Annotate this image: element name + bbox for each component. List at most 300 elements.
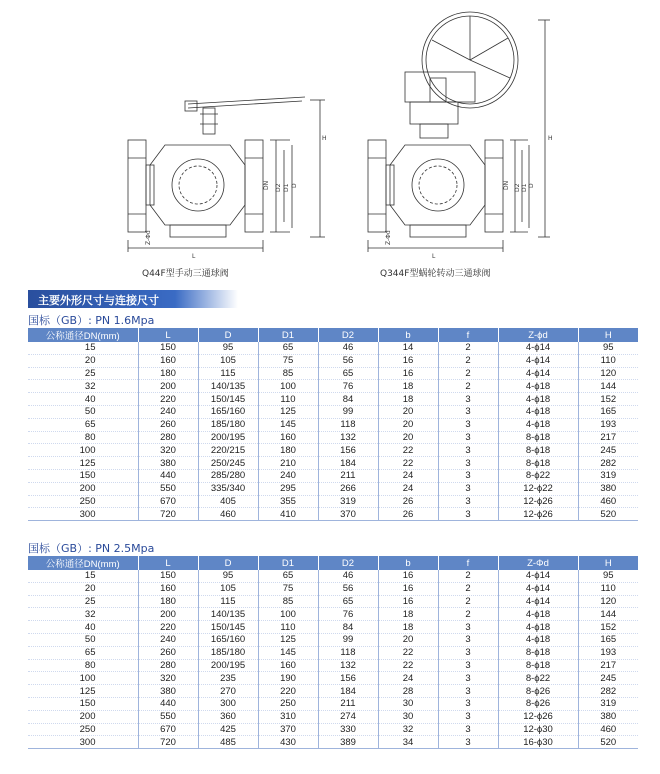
table-cell: 28 <box>378 685 438 698</box>
table-cell: 152 <box>578 393 638 406</box>
table-body <box>28 342 638 521</box>
table-cell: 110 <box>258 621 318 634</box>
table-cell: 2 <box>438 570 498 582</box>
table-cell: 16 <box>378 582 438 595</box>
table-cell: 320 <box>138 672 198 685</box>
table-cell: 24 <box>378 482 438 495</box>
table-cell: 250 <box>28 495 138 508</box>
table-cell: 3 <box>438 723 498 736</box>
table-cell: 12-ϕ30 <box>498 723 578 736</box>
table-cell: 120 <box>578 367 638 380</box>
table-cell: 3 <box>438 457 498 470</box>
table-cell: 185/180 <box>198 418 258 431</box>
table-cell: 285/280 <box>198 469 258 482</box>
table-cell: 95 <box>198 570 258 582</box>
table-cell: 26 <box>378 495 438 508</box>
table-cell: 3 <box>438 418 498 431</box>
table-cell: 217 <box>578 431 638 444</box>
table-cell: 2 <box>438 608 498 621</box>
table-cell: 319 <box>578 469 638 482</box>
table-cell: 370 <box>318 508 378 521</box>
table-cell: 65 <box>258 570 318 582</box>
table-cell: 180 <box>138 367 198 380</box>
table-cell: 12-ϕ22 <box>498 482 578 495</box>
left-dim-D1: D1 <box>283 183 290 192</box>
left-dim-L: L <box>192 253 196 260</box>
table-row <box>28 646 638 659</box>
table-row <box>28 444 638 457</box>
table-cell: 4-ϕ14 <box>498 582 578 595</box>
table-row <box>28 431 638 444</box>
table-cell: 50 <box>28 405 138 418</box>
table-cell: 266 <box>318 482 378 495</box>
table-cell: 300 <box>28 508 138 521</box>
table-cell: 3 <box>438 646 498 659</box>
table-cell: 4-ϕ14 <box>498 595 578 608</box>
table-cell: 220 <box>138 393 198 406</box>
right-dim-bolt: Z-Φd <box>385 230 392 245</box>
table-cell: 95 <box>578 570 638 582</box>
table-cell: 18 <box>378 608 438 621</box>
right-dim-H: H <box>548 135 553 142</box>
table-cell: 180 <box>138 595 198 608</box>
table-cell: 217 <box>578 659 638 672</box>
table-cell: 12-ϕ26 <box>498 710 578 723</box>
table-row <box>28 469 638 482</box>
table-cell: 200 <box>138 608 198 621</box>
table-row <box>28 633 638 646</box>
table-row <box>28 342 638 354</box>
table-row <box>28 697 638 710</box>
table-cell: 8-ϕ18 <box>498 431 578 444</box>
table-cell: 4-ϕ14 <box>498 570 578 582</box>
table-cell: 4-ϕ18 <box>498 608 578 621</box>
table-cell: 80 <box>28 431 138 444</box>
table-row <box>28 710 638 723</box>
table-cell: 200/195 <box>198 431 258 444</box>
table-cell: 26 <box>378 508 438 521</box>
table-cell: 3 <box>438 672 498 685</box>
table-cell: 8-ϕ18 <box>498 646 578 659</box>
table-cell: 132 <box>318 659 378 672</box>
table-cell: 360 <box>198 710 258 723</box>
spec-table-pn16 <box>28 328 638 521</box>
table-cell: 330 <box>318 723 378 736</box>
table-cell: 144 <box>578 608 638 621</box>
table-row <box>28 736 638 749</box>
table-cell: 160 <box>138 582 198 595</box>
table-cell: 3 <box>438 495 498 508</box>
table-body <box>28 570 638 749</box>
table-row <box>28 723 638 736</box>
column-header: b <box>378 556 438 570</box>
table-cell: 250 <box>28 723 138 736</box>
table-cell: 46 <box>318 342 378 354</box>
table-cell: 65 <box>318 367 378 380</box>
table-cell: 16 <box>378 570 438 582</box>
table-row <box>28 380 638 393</box>
table-cell: 125 <box>28 457 138 470</box>
table-cell: 200/195 <box>198 659 258 672</box>
table-cell: 211 <box>318 469 378 482</box>
table-cell: 4-ϕ18 <box>498 633 578 646</box>
table-cell: 3 <box>438 405 498 418</box>
table-cell: 185/180 <box>198 646 258 659</box>
table-cell: 18 <box>378 621 438 634</box>
table-cell: 2 <box>438 354 498 367</box>
table-cell: 310 <box>258 710 318 723</box>
table-cell: 50 <box>28 633 138 646</box>
table-cell: 4-ϕ14 <box>498 367 578 380</box>
table-cell: 20 <box>28 354 138 367</box>
table-cell: 110 <box>578 582 638 595</box>
table-cell: 295 <box>258 482 318 495</box>
table-cell: 16-ϕ30 <box>498 736 578 749</box>
table-header-row <box>28 556 638 570</box>
table-cell: 100 <box>28 672 138 685</box>
table-cell: 8-ϕ22 <box>498 469 578 482</box>
table-row <box>28 582 638 595</box>
table-cell: 3 <box>438 736 498 749</box>
table-cell: 40 <box>28 621 138 634</box>
table-cell: 520 <box>578 736 638 749</box>
table-row <box>28 508 638 521</box>
table-cell: 145 <box>258 646 318 659</box>
table-cell: 20 <box>378 431 438 444</box>
table-cell: 12-ϕ26 <box>498 508 578 521</box>
table-row <box>28 418 638 431</box>
table-cell: 4-ϕ18 <box>498 380 578 393</box>
table-cell: 24 <box>378 672 438 685</box>
table-cell: 100 <box>28 444 138 457</box>
table-cell: 200 <box>28 710 138 723</box>
table-row <box>28 495 638 508</box>
column-header: Z-Φd <box>498 556 578 570</box>
table-cell: 260 <box>138 418 198 431</box>
table-cell: 25 <box>28 367 138 380</box>
table-cell: 14 <box>378 342 438 354</box>
table-cell: 550 <box>138 482 198 495</box>
column-header: D <box>198 556 258 570</box>
column-header: D2 <box>318 556 378 570</box>
column-header: D2 <box>318 328 378 342</box>
table-cell: 460 <box>578 723 638 736</box>
table-row <box>28 482 638 495</box>
table-cell: 20 <box>378 405 438 418</box>
table-cell: 156 <box>318 672 378 685</box>
table-cell: 160 <box>258 431 318 444</box>
table-2-title: 国标（GB）: PN 2.5Mpa <box>28 542 155 555</box>
table-row <box>28 457 638 470</box>
table-cell: 20 <box>378 633 438 646</box>
table-cell: 670 <box>138 495 198 508</box>
table-cell: 115 <box>198 367 258 380</box>
table-cell: 18 <box>378 393 438 406</box>
table-cell: 144 <box>578 380 638 393</box>
table-cell: 95 <box>578 342 638 354</box>
table-cell: 319 <box>578 697 638 710</box>
table-cell: 211 <box>318 697 378 710</box>
table-cell: 132 <box>318 431 378 444</box>
column-header: 公称通径DN(mm) <box>28 556 138 570</box>
column-header: 公称通径DN(mm) <box>28 328 138 342</box>
table-cell: 3 <box>438 393 498 406</box>
table-cell: 4-ϕ18 <box>498 405 578 418</box>
table-cell: 2 <box>438 582 498 595</box>
table-cell: 85 <box>258 367 318 380</box>
table-row <box>28 672 638 685</box>
column-header: Z-ϕd <box>498 328 578 342</box>
table-cell: 8-ϕ18 <box>498 444 578 457</box>
table-cell: 320 <box>138 444 198 457</box>
table-cell: 260 <box>138 646 198 659</box>
table-cell: 56 <box>318 582 378 595</box>
table-cell: 105 <box>198 354 258 367</box>
right-dim-D: D <box>528 183 535 188</box>
table-cell: 240 <box>138 633 198 646</box>
valve-drawings-svg <box>0 0 660 290</box>
table-header-row <box>28 328 638 342</box>
table-cell: 32 <box>28 380 138 393</box>
table-cell: 3 <box>438 444 498 457</box>
table-cell: 18 <box>378 380 438 393</box>
table-cell: 240 <box>258 469 318 482</box>
table-cell: 3 <box>438 482 498 495</box>
table-cell: 335/340 <box>198 482 258 495</box>
column-header: D1 <box>258 328 318 342</box>
right-dim-D1: D1 <box>521 183 528 192</box>
table-cell: 100 <box>258 380 318 393</box>
left-valve-drawing <box>128 97 325 252</box>
table-cell: 16 <box>378 595 438 608</box>
table-cell: 245 <box>578 672 638 685</box>
table-cell: 319 <box>318 495 378 508</box>
table-cell: 65 <box>28 418 138 431</box>
table-cell: 30 <box>378 710 438 723</box>
table-cell: 8-ϕ18 <box>498 457 578 470</box>
table-cell: 150 <box>28 469 138 482</box>
column-header: b <box>378 328 438 342</box>
table-cell: 282 <box>578 457 638 470</box>
table-cell: 3 <box>438 621 498 634</box>
table-cell: 15 <box>28 342 138 354</box>
table-cell: 150 <box>138 342 198 354</box>
table-cell: 110 <box>258 393 318 406</box>
table-cell: 165 <box>578 633 638 646</box>
table-cell: 84 <box>318 393 378 406</box>
left-dim-D: D <box>291 183 298 188</box>
table-cell: 8-ϕ18 <box>498 659 578 672</box>
table-cell: 100 <box>258 608 318 621</box>
table-cell: 425 <box>198 723 258 736</box>
table-cell: 12-ϕ26 <box>498 495 578 508</box>
table-cell: 180 <box>258 444 318 457</box>
table-cell: 125 <box>258 405 318 418</box>
column-header: D <box>198 328 258 342</box>
table-cell: 3 <box>438 431 498 444</box>
table-cell: 150/145 <box>198 621 258 634</box>
table-cell: 152 <box>578 621 638 634</box>
table-cell: 3 <box>438 469 498 482</box>
table-cell: 65 <box>318 595 378 608</box>
table-cell: 193 <box>578 418 638 431</box>
table-cell: 2 <box>438 367 498 380</box>
table-cell: 150 <box>28 697 138 710</box>
table-cell: 4-ϕ18 <box>498 621 578 634</box>
table-cell: 22 <box>378 646 438 659</box>
table-cell: 99 <box>318 633 378 646</box>
table-cell: 25 <box>28 595 138 608</box>
table-cell: 440 <box>138 697 198 710</box>
table-cell: 380 <box>578 482 638 495</box>
table-cell: 460 <box>198 508 258 521</box>
table-cell: 250 <box>258 697 318 710</box>
table-cell: 380 <box>578 710 638 723</box>
table-cell: 8-ϕ26 <box>498 685 578 698</box>
table-cell: 76 <box>318 380 378 393</box>
table-cell: 3 <box>438 697 498 710</box>
table-cell: 46 <box>318 570 378 582</box>
table-row <box>28 595 638 608</box>
table-cell: 184 <box>318 685 378 698</box>
table-cell: 15 <box>28 570 138 582</box>
table-cell: 520 <box>578 508 638 521</box>
table-cell: 2 <box>438 342 498 354</box>
table-cell: 150/145 <box>198 393 258 406</box>
table-row <box>28 570 638 582</box>
table-cell: 300 <box>28 736 138 749</box>
table-cell: 220 <box>138 621 198 634</box>
table-cell: 75 <box>258 354 318 367</box>
table-cell: 56 <box>318 354 378 367</box>
table-cell: 300 <box>198 697 258 710</box>
right-valve-drawing <box>368 12 550 252</box>
column-header: H <box>578 328 638 342</box>
table-row <box>28 621 638 634</box>
table-cell: 4-ϕ14 <box>498 342 578 354</box>
table-cell: 20 <box>28 582 138 595</box>
table-row <box>28 354 638 367</box>
table-cell: 4-ϕ18 <box>498 393 578 406</box>
table-cell: 165/160 <box>198 633 258 646</box>
table-cell: 22 <box>378 457 438 470</box>
table-cell: 115 <box>198 595 258 608</box>
table-row <box>28 393 638 406</box>
left-dim-D2: D2 <box>275 183 282 192</box>
column-header: f <box>438 328 498 342</box>
table-cell: 85 <box>258 595 318 608</box>
column-header: D1 <box>258 556 318 570</box>
table-cell: 200 <box>138 380 198 393</box>
table-cell: 670 <box>138 723 198 736</box>
table-cell: 65 <box>258 342 318 354</box>
table-cell: 84 <box>318 621 378 634</box>
table-cell: 460 <box>578 495 638 508</box>
table-cell: 160 <box>258 659 318 672</box>
table-cell: 140/135 <box>198 608 258 621</box>
table-cell: 3 <box>438 685 498 698</box>
table-cell: 220 <box>258 685 318 698</box>
table-row <box>28 659 638 672</box>
table-cell: 156 <box>318 444 378 457</box>
table-cell: 184 <box>318 457 378 470</box>
table-cell: 3 <box>438 508 498 521</box>
table-cell: 280 <box>138 431 198 444</box>
left-dim-H: H <box>322 135 327 142</box>
table-cell: 76 <box>318 608 378 621</box>
table-cell: 150 <box>138 570 198 582</box>
table-cell: 160 <box>138 354 198 367</box>
table-cell: 65 <box>28 646 138 659</box>
table-cell: 380 <box>138 685 198 698</box>
table-cell: 145 <box>258 418 318 431</box>
table-row <box>28 608 638 621</box>
table-cell: 245 <box>578 444 638 457</box>
table-cell: 440 <box>138 469 198 482</box>
table-cell: 4-ϕ14 <box>498 354 578 367</box>
table-cell: 250/245 <box>198 457 258 470</box>
table-cell: 2 <box>438 380 498 393</box>
table-cell: 165/160 <box>198 405 258 418</box>
left-dim-DN: DN <box>263 180 270 190</box>
table-cell: 165 <box>578 405 638 418</box>
table-cell: 405 <box>198 495 258 508</box>
left-drawing-caption: Q44F型手动三通球阀 <box>142 269 229 279</box>
technical-drawings <box>0 0 660 290</box>
table-cell: 720 <box>138 508 198 521</box>
table-cell: 220/215 <box>198 444 258 457</box>
table-cell: 16 <box>378 354 438 367</box>
table-cell: 16 <box>378 367 438 380</box>
table-cell: 720 <box>138 736 198 749</box>
table-cell: 34 <box>378 736 438 749</box>
table-cell: 3 <box>438 710 498 723</box>
right-dim-D2: D2 <box>514 183 521 192</box>
table-cell: 2 <box>438 595 498 608</box>
table-cell: 4-ϕ18 <box>498 418 578 431</box>
table-cell: 118 <box>318 646 378 659</box>
table-cell: 22 <box>378 444 438 457</box>
table-row <box>28 405 638 418</box>
table-cell: 274 <box>318 710 378 723</box>
left-dim-bolt: Z-Φd <box>145 230 152 245</box>
table-cell: 95 <box>198 342 258 354</box>
table-cell: 105 <box>198 582 258 595</box>
table-cell: 389 <box>318 736 378 749</box>
table-cell: 280 <box>138 659 198 672</box>
table-cell: 210 <box>258 457 318 470</box>
table-cell: 32 <box>378 723 438 736</box>
right-dim-DN: DN <box>503 180 510 190</box>
table-cell: 75 <box>258 582 318 595</box>
table-cell: 125 <box>258 633 318 646</box>
column-header: H <box>578 556 638 570</box>
table-cell: 80 <box>28 659 138 672</box>
table-cell: 370 <box>258 723 318 736</box>
spec-table-pn25 <box>28 556 638 749</box>
table-cell: 22 <box>378 659 438 672</box>
table-cell: 200 <box>28 482 138 495</box>
table-cell: 3 <box>438 659 498 672</box>
table-1-title: 国标（GB）: PN 1.6Mpa <box>28 314 155 327</box>
table-cell: 8-ϕ22 <box>498 672 578 685</box>
right-dim-L: L <box>432 253 436 260</box>
table-cell: 270 <box>198 685 258 698</box>
table-cell: 20 <box>378 418 438 431</box>
table-cell: 120 <box>578 595 638 608</box>
table-cell: 30 <box>378 697 438 710</box>
table-cell: 118 <box>318 418 378 431</box>
